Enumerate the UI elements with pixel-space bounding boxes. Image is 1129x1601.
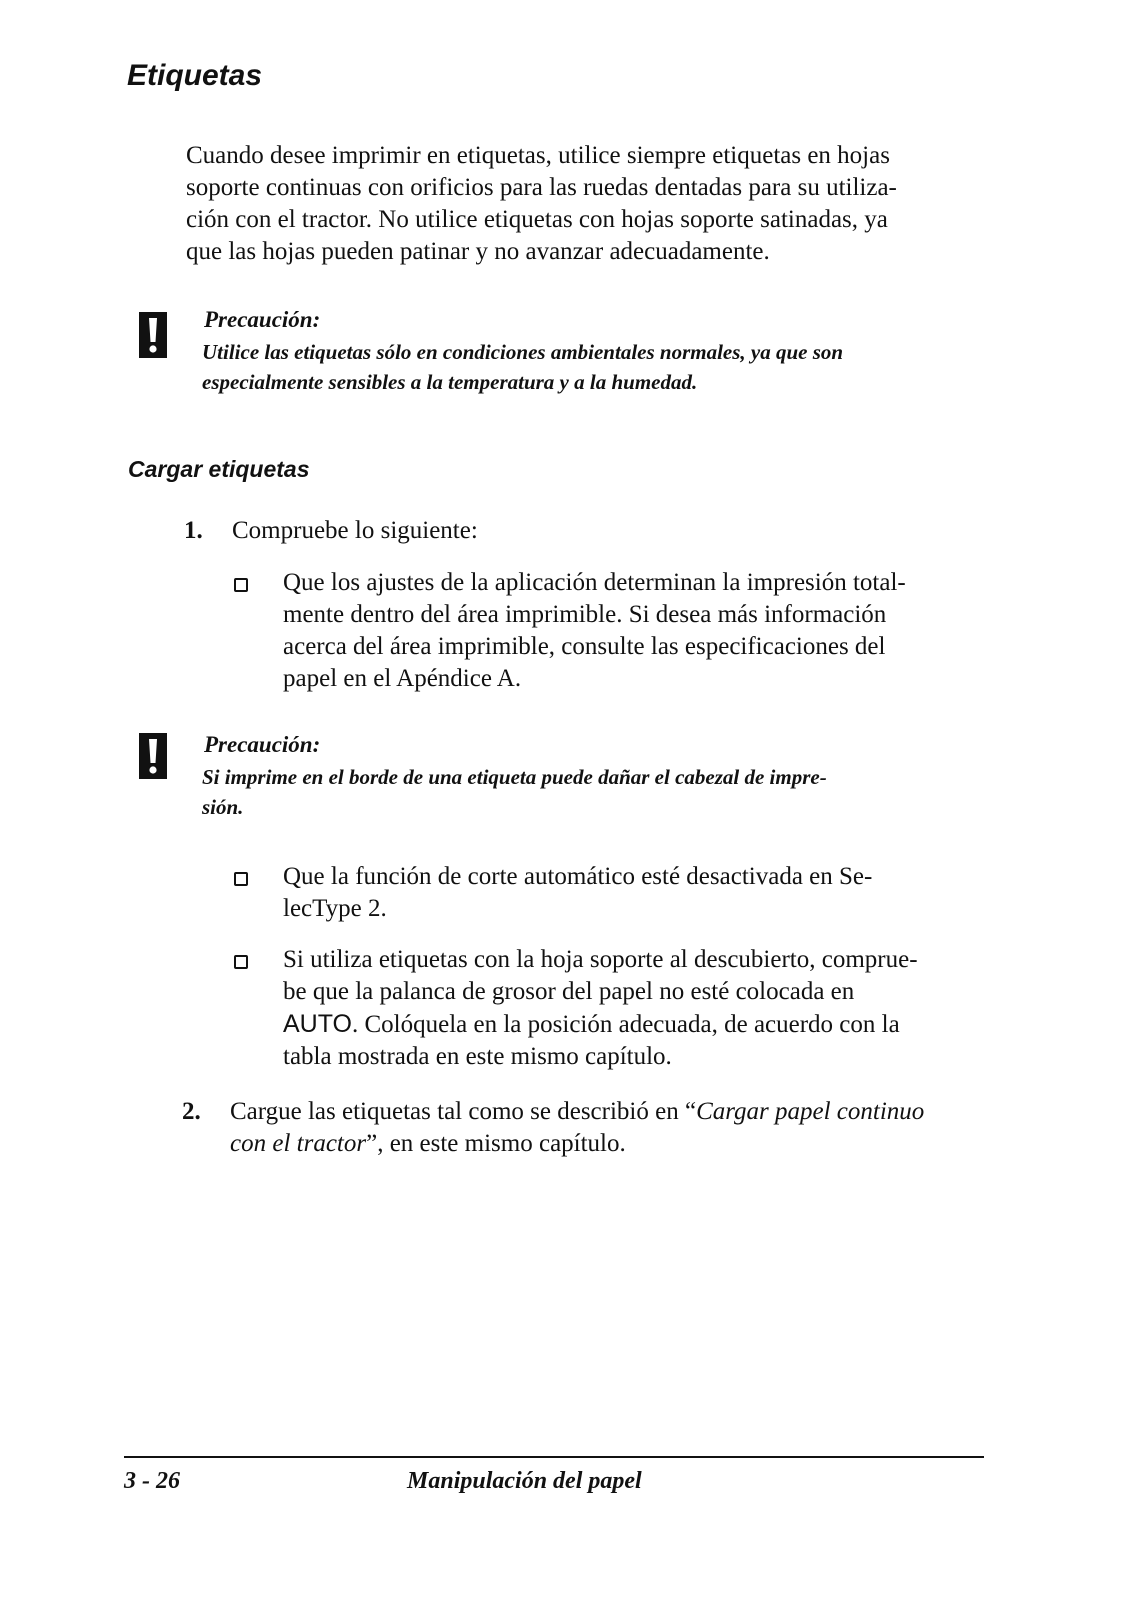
section-subheading: Cargar etiquetas [128,456,310,482]
check-item-text [283,944,983,1073]
intro-line: soporte continuas con orificios para las ruedas dentadas para su utiliza- [186,174,897,201]
caution-line: Si imprime en el borde de una etiqueta puede dañar el cabezal de impre- [202,765,827,789]
check-line: papel en el Apéndice A. [283,665,522,692]
check-item-text [283,861,983,925]
caution-text [202,337,843,397]
caution-icon [139,733,167,779]
checkbox-icon [234,578,248,592]
setting-code: AUTO [283,1010,352,1038]
intro-line: que las hojas pueden patinar y no avanzar adecuadamente. [186,238,770,265]
caution-title: Precaución: [204,307,321,332]
check-line: Que la función de corte automático esté desactivada en Se- [283,863,873,890]
check-line: Que los ajustes de la aplicación determinan la impresión total- [283,569,906,596]
intro-line: Cuando desee imprimir en etiquetas, utilice siempre etiquetas en hojas [186,142,890,169]
cross-reference: con el tractor [230,1130,367,1157]
step-line [230,1128,990,1160]
step-number: 1. [184,517,203,544]
caution-text [202,762,827,822]
caution-icon [139,312,167,358]
checkbox-icon [234,955,248,969]
caution-line: Utilice las etiquetas sólo en condiciones ambientales normales, ya que son [202,340,844,364]
footer-rule [124,1456,984,1458]
check-line: Si utiliza etiquetas con la hoja soporte al descubierto, comprue- [283,946,918,973]
cross-reference: Cargar papel continuo [696,1098,925,1125]
intro-paragraph [186,140,981,268]
caution-line: sión. [202,795,244,819]
check-line-rest: . Colóquela en la posición adecuada, de acuerdo con la [352,1011,900,1038]
check-line: acerca del área imprimible, consulte las especificaciones del [283,633,886,660]
step-text: Compruebe lo siguiente: [232,517,478,544]
step-text-post: ”, en este mismo capítulo. [366,1130,626,1157]
check-line [283,1008,983,1041]
check-line: lecType 2. [283,895,387,922]
check-item-text [283,567,983,695]
caution-line: especialmente sensibles a la temperatura y a la humedad. [202,370,698,394]
step-text-pre: Cargue las etiquetas tal como se describió en “ [230,1098,697,1125]
page-heading: Etiquetas [127,59,263,92]
footer-chapter-title: Manipulación del papel [407,1468,642,1494]
intro-line: ción con el tractor. No utilice etiquetas con hojas soporte satinadas, ya [186,206,888,233]
check-line: mente dentro del área imprimible. Si desea más información [283,601,887,628]
checkbox-icon [234,872,248,886]
step-number: 2. [182,1098,201,1125]
step-text [230,1096,990,1160]
step-line [230,1096,990,1128]
caution-title: Precaución: [204,732,321,757]
check-line: be que la palanca de grosor del papel no esté colocada en [283,978,855,1005]
check-line: tabla mostrada en este mismo capítulo. [283,1043,672,1070]
footer-page-number: 3 - 26 [124,1468,180,1494]
